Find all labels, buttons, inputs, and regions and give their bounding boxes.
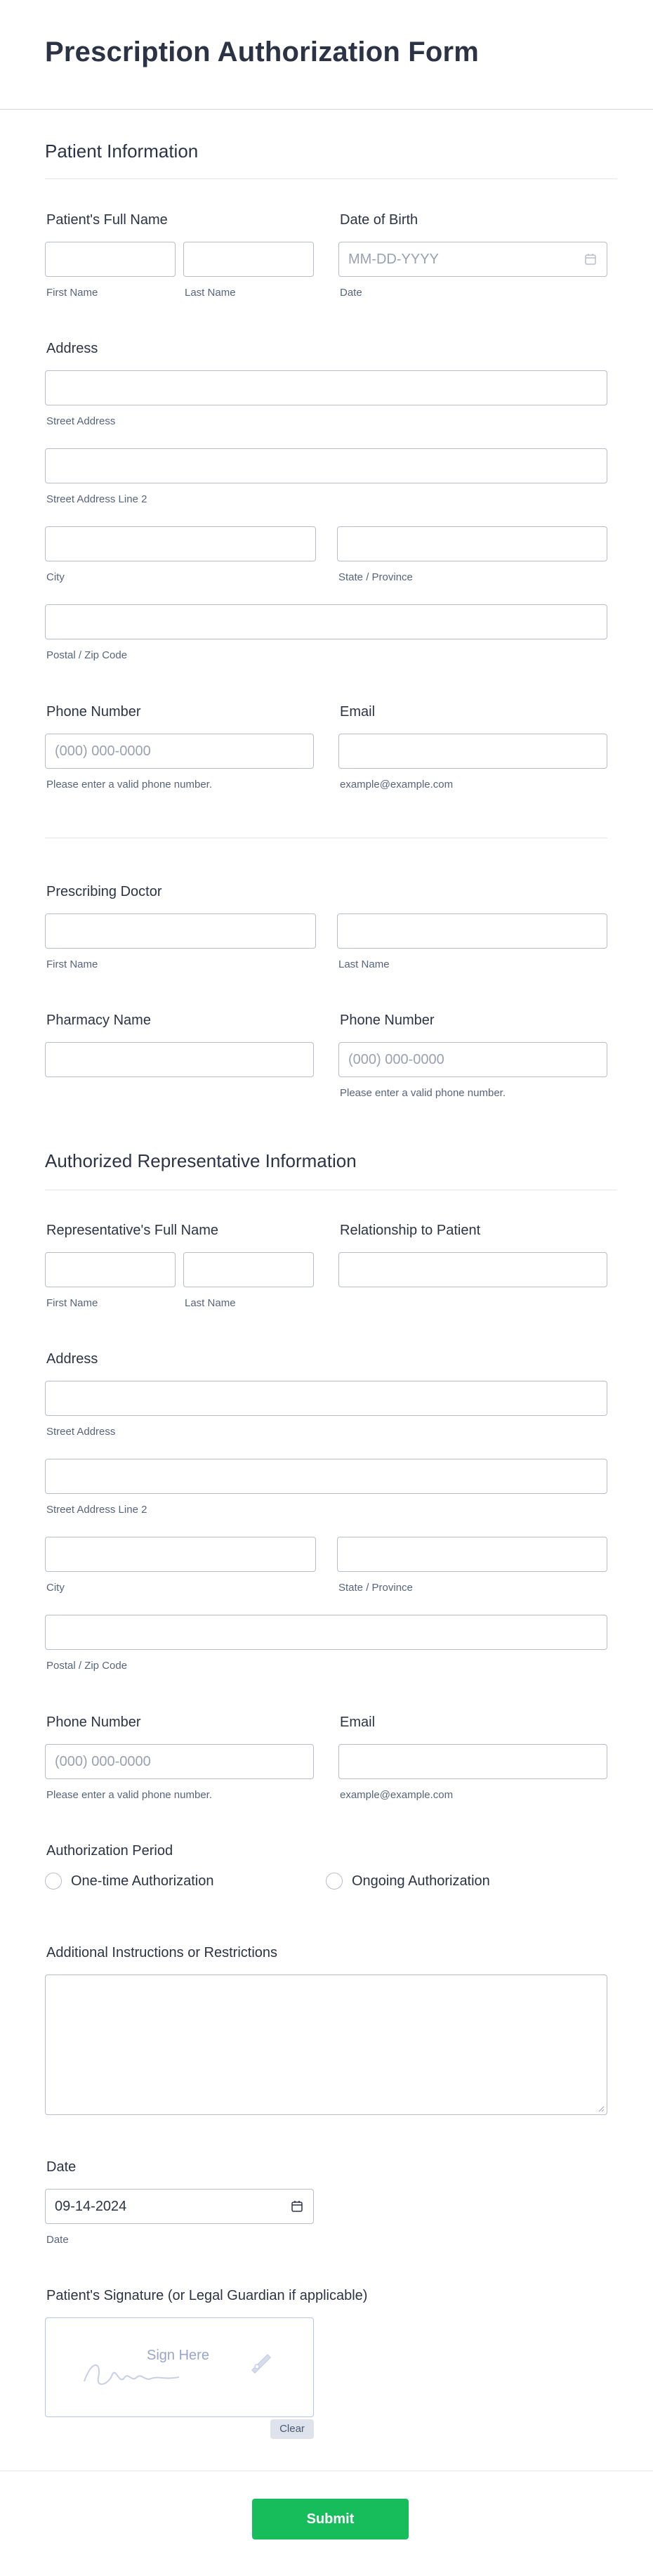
patient-address-label: Address	[46, 341, 98, 356]
pharmacy-label: Pharmacy Name	[46, 1013, 151, 1028]
resize-handle-icon[interactable]	[598, 2105, 605, 2112]
calendar-icon[interactable]	[291, 2200, 303, 2213]
doctor-last-name-input[interactable]	[337, 913, 607, 949]
dob-placeholder: MM-DD-YYYY	[348, 252, 439, 267]
doctor-first-name-sublabel: First Name	[46, 958, 98, 970]
rep-address-label: Address	[46, 1351, 98, 1367]
rep-name-label: Representative's Full Name	[46, 1223, 219, 1238]
doctor-first-name-input[interactable]	[45, 913, 316, 949]
form-title: Prescription Authorization Form	[45, 37, 480, 67]
rep-state-input[interactable]	[337, 1537, 607, 1572]
patient-first-name-input[interactable]	[45, 242, 176, 277]
ongoing-radio[interactable]	[326, 1873, 343, 1889]
rep-postal-input[interactable]	[45, 1615, 607, 1650]
signature-placeholder: Sign Here	[147, 2348, 209, 2363]
relationship-label: Relationship to Patient	[340, 1223, 481, 1238]
patient-email-help: example@example.com	[340, 779, 454, 791]
pharmacy-phone-placeholder: (000) 000-0000	[348, 1052, 444, 1067]
instructions-textarea[interactable]	[45, 1975, 607, 2115]
rep-section-heading: Authorized Representative Information	[45, 1150, 357, 1171]
rep-phone-help: Please enter a valid phone number.	[46, 1789, 212, 1801]
rep-state-sublabel: State / Province	[338, 1582, 413, 1594]
patient-postal-sublabel: Postal / Zip Code	[46, 649, 128, 661]
rep-street-input[interactable]	[45, 1381, 607, 1416]
rep-street2-input[interactable]	[45, 1459, 607, 1494]
patient-state-input[interactable]	[337, 526, 607, 561]
patient-street-sublabel: Street Address	[46, 415, 116, 427]
rep-street-sublabel: Street Address	[46, 1426, 116, 1438]
date-sublabel: Date	[46, 2234, 69, 2246]
patient-city-sublabel: City	[46, 571, 65, 583]
patient-state-sublabel: State / Province	[338, 571, 413, 583]
instructions-label: Additional Instructions or Restrictions	[46, 1945, 278, 1960]
pharmacy-phone-label: Phone Number	[340, 1013, 435, 1028]
patient-city-input[interactable]	[45, 526, 316, 561]
signature-clear-button[interactable]: Clear	[270, 2419, 314, 2439]
doctor-label: Prescribing Doctor	[46, 884, 162, 899]
rep-first-name-sublabel: First Name	[46, 1297, 98, 1309]
signature-scribble-icon	[81, 2353, 221, 2395]
patient-section-heading: Patient Information	[45, 141, 199, 162]
authorization-period-label: Authorization Period	[46, 1843, 173, 1859]
rep-email-help: example@example.com	[340, 1789, 454, 1801]
rep-street2-sublabel: Street Address Line 2	[46, 1504, 147, 1516]
rep-city-sublabel: City	[46, 1582, 65, 1594]
patient-name-label: Patient's Full Name	[46, 212, 168, 228]
rep-phone-label: Phone Number	[46, 1715, 141, 1730]
date-label: Date	[46, 2159, 77, 2175]
patient-phone-input[interactable]	[45, 734, 314, 769]
rep-phone-placeholder: (000) 000-0000	[55, 1754, 151, 1769]
patient-postal-input[interactable]	[45, 604, 607, 639]
dob-sublabel: Date	[340, 287, 362, 299]
pharmacy-phone-help: Please enter a valid phone number.	[340, 1087, 506, 1099]
rep-email-label: Email	[340, 1715, 376, 1730]
date-value: 09-14-2024	[55, 2199, 127, 2214]
dob-label: Date of Birth	[340, 212, 418, 228]
one-time-radio[interactable]	[45, 1873, 62, 1889]
patient-last-name-sublabel: Last Name	[185, 287, 236, 299]
patient-phone-help: Please enter a valid phone number.	[46, 779, 212, 791]
signature-pad[interactable]	[45, 2317, 314, 2417]
relationship-input[interactable]	[338, 1252, 607, 1287]
rep-last-name-input[interactable]	[183, 1252, 314, 1287]
patient-street2-sublabel: Street Address Line 2	[46, 493, 147, 505]
rep-phone-input[interactable]	[45, 1744, 314, 1779]
one-time-radio-label[interactable]: One-time Authorization	[71, 1873, 214, 1889]
rep-last-name-sublabel: Last Name	[185, 1297, 236, 1309]
dob-input[interactable]	[338, 242, 607, 277]
date-input[interactable]	[45, 2189, 314, 2224]
rep-email-input[interactable]	[338, 1744, 607, 1779]
patient-email-input[interactable]	[338, 734, 607, 769]
patient-street2-input[interactable]	[45, 448, 607, 483]
signature-label: Patient's Signature (or Legal Guardian if applicable)	[46, 2288, 368, 2303]
calendar-icon[interactable]	[584, 253, 597, 266]
submit-button[interactable]: Submit	[252, 2499, 409, 2539]
pharmacy-phone-input[interactable]	[338, 1042, 607, 1077]
doctor-last-name-sublabel: Last Name	[338, 958, 390, 970]
patient-section-divider	[45, 178, 617, 179]
patient-email-label: Email	[340, 704, 376, 720]
pharmacy-input[interactable]	[45, 1042, 314, 1077]
patient-phone-label: Phone Number	[46, 704, 141, 720]
patient-last-name-input[interactable]	[183, 242, 314, 277]
patient-street-input[interactable]	[45, 370, 607, 405]
rep-postal-sublabel: Postal / Zip Code	[46, 1660, 128, 1672]
patient-first-name-sublabel: First Name	[46, 287, 98, 299]
rep-first-name-input[interactable]	[45, 1252, 176, 1287]
rep-city-input[interactable]	[45, 1537, 316, 1572]
pen-icon	[246, 2349, 275, 2377]
patient-phone-placeholder: (000) 000-0000	[55, 743, 151, 759]
header-divider	[0, 109, 653, 110]
ongoing-radio-label[interactable]: Ongoing Authorization	[352, 1873, 490, 1889]
